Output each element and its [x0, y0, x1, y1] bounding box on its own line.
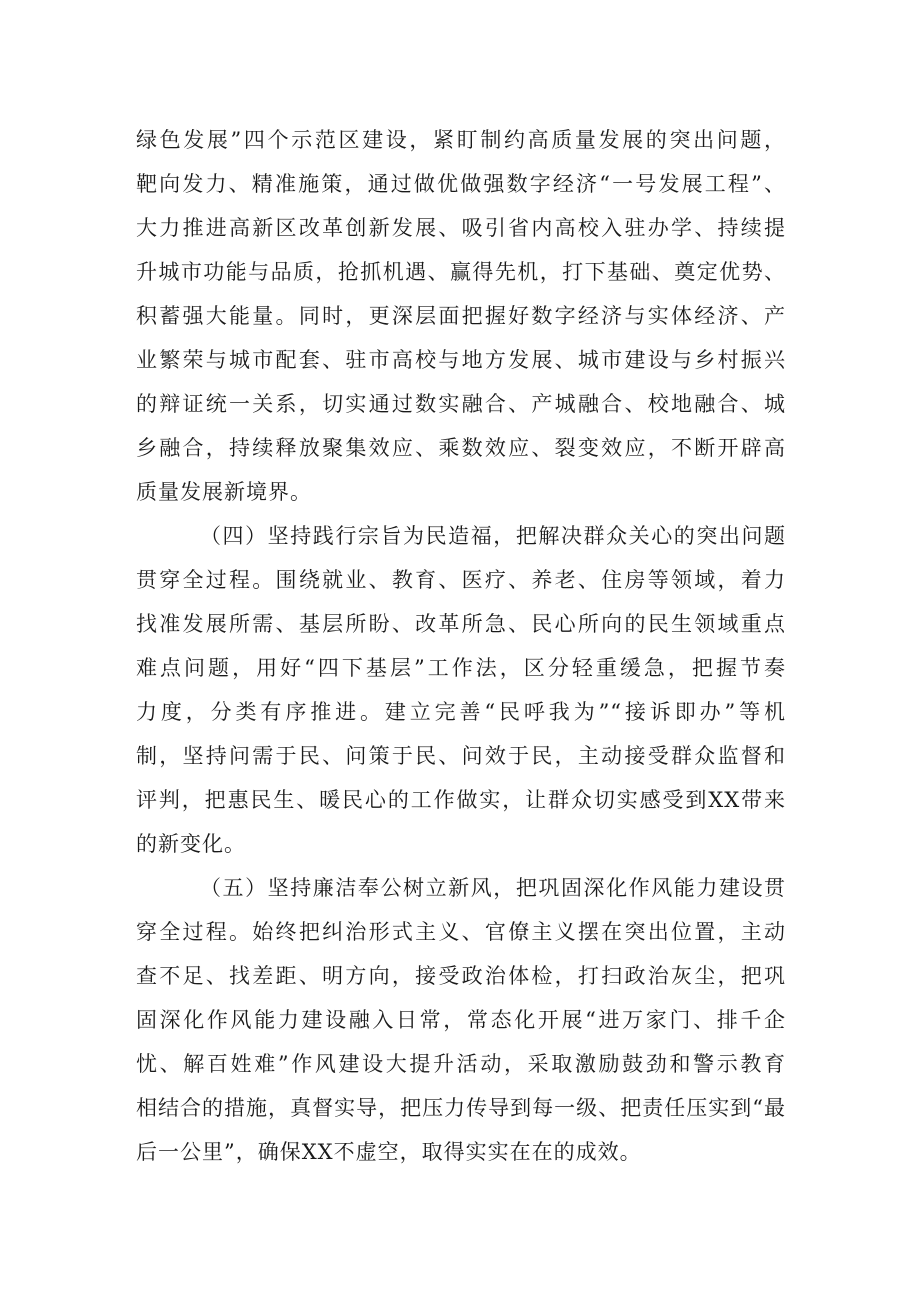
text-line: 乡融合，持续释放聚集效应、乘数效应、裂变效应，不断开辟高 [136, 436, 786, 460]
text-line: 制，坚持问需于民、问策于民、问效于民，主动接受群众监督和 [136, 744, 786, 768]
text-line: 难点问题，用好“四下基层”工作法，区分轻重缓急，把握节奏 [136, 656, 786, 680]
text-line: 评判，把惠民生、暖民心的工作做实，让群众切实感受到XX带来 [136, 788, 786, 812]
text-line: 忧、解百姓难”作风建设大提升活动，采取激励鼓劲和警示教育 [136, 1052, 786, 1076]
text-line: 的辩证统一关系，切实通过数实融合、产城融合、校地融合、城 [136, 392, 786, 416]
paragraph-heading-line: （四）坚持践行宗旨为民造福，把解决群众关心的突出问题 [200, 524, 786, 548]
text-line: 升城市功能与品质，抢抓机遇、赢得先机，打下基础、奠定优势、 [136, 260, 786, 284]
text-line: 贯穿全过程。围绕就业、教育、医疗、养老、住房等领域，着力 [136, 568, 786, 592]
text-line: 绿色发展”四个示范区建设，紧盯制约高质量发展的突出问题， [136, 128, 786, 152]
text-line: 后一公里”，确保XX不虚空，取得实实在在的成效。 [136, 1140, 642, 1164]
text-line: 查不足、找差距、明方向，接受政治体检，打扫政治灰尘，把巩 [136, 964, 786, 988]
paragraph-heading-line: （五）坚持廉洁奉公树立新风，把巩固深化作风能力建设贯 [200, 876, 786, 900]
text-line: 穿全过程。始终把纠治形式主义、官僚主义摆在突出位置，主动 [136, 920, 786, 944]
text-line: 靶向发力、精准施策，通过做优做强数字经济“一号发展工程”、 [136, 172, 786, 196]
text-line: 质量发展新境界。 [136, 480, 312, 504]
text-line: 业繁荣与城市配套、驻市高校与地方发展、城市建设与乡村振兴 [136, 348, 786, 372]
text-line: 力度，分类有序推进。建立完善“民呼我为”“接诉即办”等机 [136, 700, 786, 724]
text-line: 固深化作风能力建设融入日常，常态化开展“进万家门、排千企 [136, 1008, 786, 1032]
document-body [136, 118, 786, 1174]
text-line: 大力推进高新区改革创新发展、吸引省内高校入驻办学、持续提 [136, 216, 786, 240]
text-line: 的新变化。 [136, 832, 246, 856]
text-line: 积蓄强大能量。同时，更深层面把握好数字经济与实体经济、产 [136, 304, 786, 328]
text-line: 找准发展所需、基层所盼、改革所急、民心所向的民生领域重点 [136, 612, 786, 636]
text-line: 相结合的措施，真督实导，把压力传导到每一级、把责任压实到“最 [136, 1096, 786, 1120]
